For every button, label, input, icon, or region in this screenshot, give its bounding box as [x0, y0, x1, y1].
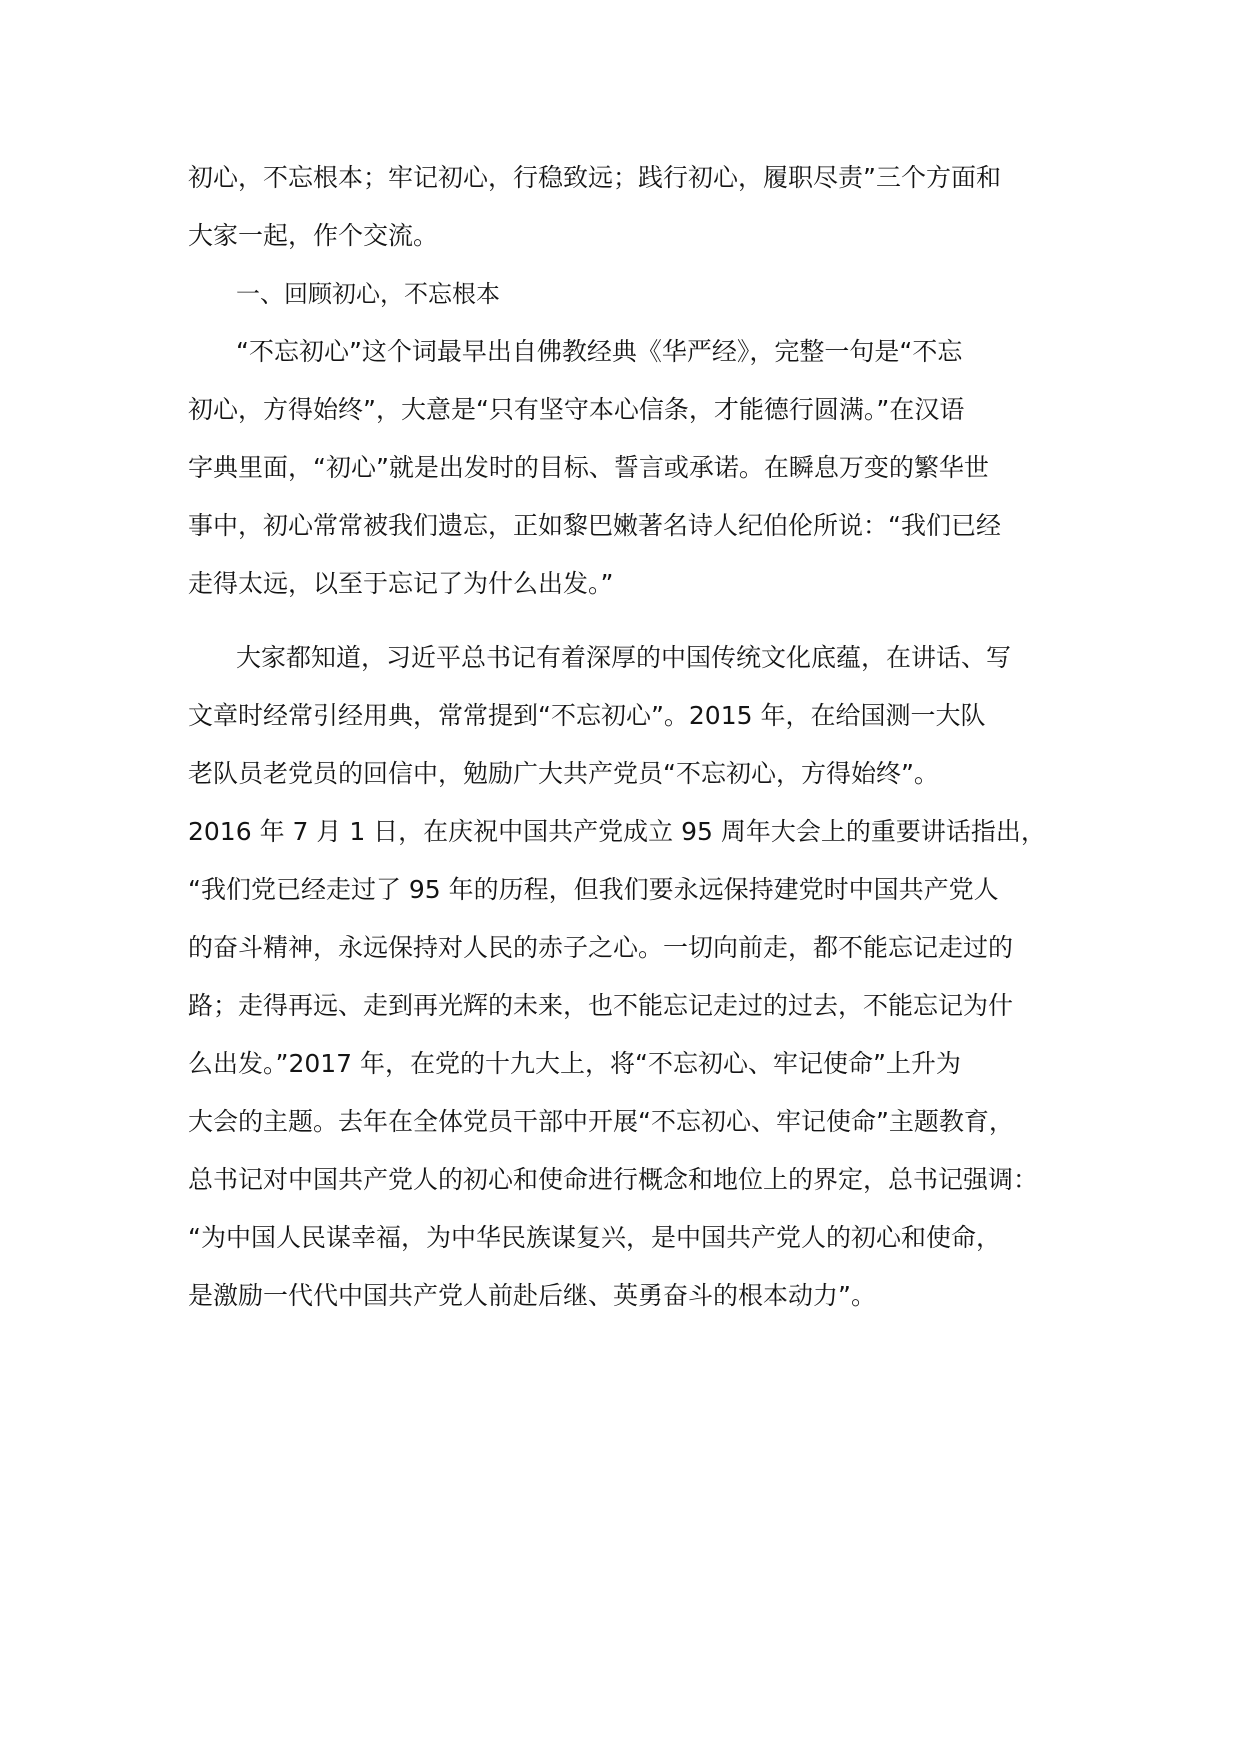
paragraph-line: 2016 年 7 月 1 日，在庆祝中国共产党成立 95 周年大会上的重要讲话指出，	[188, 817, 1046, 846]
paragraph-line: 走得太远，以至于忘记了为什么出发。”	[188, 569, 614, 598]
paragraph-line: 是激励一代代中国共产党人前赴后继、英勇奋斗的根本动力”。	[188, 1281, 876, 1310]
paragraph-line: 文章时经常引经用典，常常提到“不忘初心”。2015 年，在给国测一大队	[188, 701, 986, 730]
paragraph-line: 事中，初心常常被我们遗忘，正如黎巴嫩著名诗人纪伯伦所说：“我们已经	[188, 511, 1001, 540]
paragraph-line: 大家一起，作个交流。	[188, 221, 439, 250]
paragraph-line: 大家都知道，习近平总书记有着深厚的中国传统文化底蕴，在讲话、写	[236, 643, 1012, 672]
paragraph-line: 字典里面，“初心”就是出发时的目标、誓言或承诺。在瞬息万变的繁华世	[188, 453, 989, 482]
paragraph-line: 么出发。”2017 年，在党的十九大上，将“不忘初心、牢记使命”上升为	[188, 1049, 961, 1078]
paragraph-line: “不忘初心”这个词最早出自佛教经典《华严经》，完整一句是“不忘	[236, 337, 963, 366]
paragraph-line: 初心，不忘根本；牢记初心，行稳致远；践行初心，履职尽责”三个方面和	[188, 163, 1001, 192]
section-heading: 一、回顾初心，不忘根本	[236, 280, 500, 308]
paragraph-line: 总书记对中国共产党人的初心和使命进行概念和地位上的界定，总书记强调：	[188, 1165, 1039, 1194]
paragraph-line: “为中国人民谋幸福，为中华民族谋复兴，是中国共产党人的初心和使命，	[188, 1223, 1001, 1252]
paragraph-line: 路；走得再远、走到再光辉的未来，也不能忘记走过的过去，不能忘记为什	[188, 991, 1014, 1020]
paragraph-line: 初心，方得始终”，大意是“只有坚守本心信条，才能德行圆满。”在汉语	[188, 395, 965, 424]
paragraph-line: 老队员老党员的回信中，勉励广大共产党员“不忘初心，方得始终”。	[188, 759, 939, 788]
paragraph-line: 大会的主题。去年在全体党员干部中开展“不忘初心、牢记使命”主题教育，	[188, 1107, 1014, 1136]
paragraph-line: “我们党已经走过了 95 年的历程，但我们要永远保持建党时中国共产党人	[188, 875, 999, 904]
paragraph-line: 的奋斗精神，永远保持对人民的赤子之心。一切向前走，都不能忘记走过的	[188, 933, 1014, 962]
